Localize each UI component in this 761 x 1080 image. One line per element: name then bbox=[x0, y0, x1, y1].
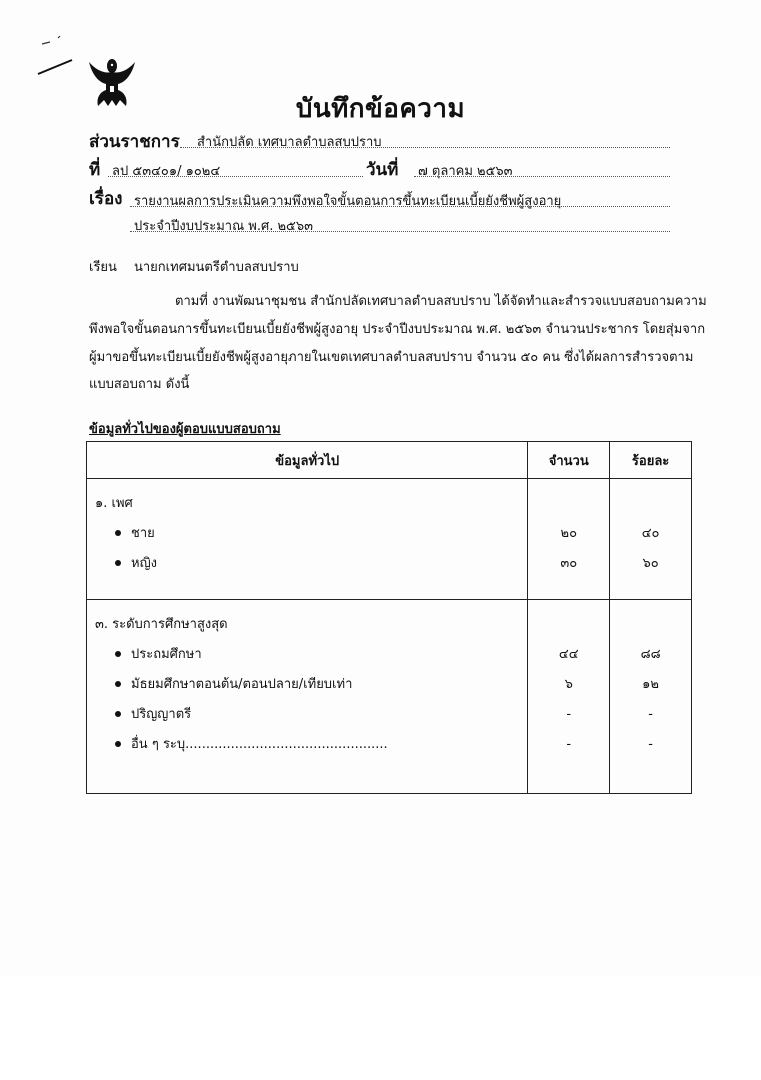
item-percent: ๑๒ bbox=[642, 677, 659, 693]
list-item bbox=[87, 700, 527, 730]
item-label: ประถมศึกษา bbox=[131, 647, 202, 663]
table-header-row bbox=[87, 442, 692, 479]
item-percent: ๔๐ bbox=[641, 526, 660, 541]
item-percent: ๘๘ bbox=[640, 647, 661, 663]
list-item bbox=[87, 640, 527, 670]
item-count: ๓๐ bbox=[560, 556, 578, 571]
ref-dotline bbox=[108, 176, 363, 177]
item-count: ๔๔ bbox=[558, 647, 579, 663]
group-education-cell bbox=[87, 600, 528, 794]
ref-label: ที่ bbox=[89, 160, 101, 180]
page-bottom-blank bbox=[0, 975, 761, 1080]
group-gender-cell bbox=[87, 479, 528, 600]
item-count: ๖ bbox=[564, 677, 573, 693]
item-percent: ๖๐ bbox=[642, 556, 659, 571]
item-label: ปริญญาตรี bbox=[131, 707, 192, 723]
agency-label: ส่วนราชการ bbox=[89, 132, 180, 152]
list-item bbox=[87, 519, 527, 549]
bullet-icon bbox=[115, 711, 121, 717]
column-header-info: ข้อมูลทั่วไป bbox=[87, 442, 528, 479]
date-value: ๗ ตุลาคม ๒๕๖๓ bbox=[418, 164, 513, 179]
item-label: หญิง bbox=[131, 556, 157, 571]
bullet-icon bbox=[115, 741, 121, 747]
bullet-icon bbox=[115, 681, 121, 687]
group-title: ๑. เพศ bbox=[95, 496, 133, 511]
group-gender-percent-cell bbox=[610, 479, 692, 600]
subject-line2: ประจำปีงบประมาณ พ.ศ. ๒๕๖๓ bbox=[134, 219, 314, 234]
salutation-label: เรียน bbox=[89, 260, 117, 275]
item-label: ชาย bbox=[131, 526, 155, 541]
paragraph-line-2: พึงพอใจขั้นตอนการขึ้นทะเบียนเบี้ยยังชีพผู้สูงอายุ ประจำปีงบประมาณ พ.ศ. ๒๕๖๓ จำนวนประชากร โดยสุ่มจาก bbox=[89, 322, 706, 337]
bullet-icon bbox=[115, 560, 121, 566]
list-item bbox=[87, 730, 527, 760]
date-dotline bbox=[414, 176, 670, 177]
bullet-icon bbox=[115, 530, 121, 536]
paragraph-line-4: แบบสอบถาม ดังนี้ bbox=[89, 377, 190, 392]
ref-value: ลป ๕๓๔๐๑/ ๑๐๒๔ bbox=[112, 164, 221, 179]
agency-dotline bbox=[180, 147, 670, 148]
subject-line1: รายงานผลการประเมินความพึงพอใจขั้นตอนการขึ้นทะเบียนเบี้ยยังชีพผู้สูงอายุ bbox=[134, 194, 562, 209]
column-header-count: จำนวน bbox=[528, 442, 610, 479]
item-label: มัธยมศึกษาตอนต้น/ตอนปลาย/เทียบเท่า bbox=[131, 677, 353, 693]
paragraph-line-1: ตามที่ งานพัฒนาชุมชน สำนักปลัดเทศบาลตำบลสบปราบ ได้จัดทำและสำรวจแบบสอบถามความ bbox=[175, 294, 707, 309]
table-group-row bbox=[87, 479, 692, 600]
subject-label: เรื่อง bbox=[89, 189, 123, 209]
column-header-percent: ร้อยละ bbox=[610, 442, 692, 479]
group-gender-count-cell bbox=[528, 479, 610, 600]
item-percent: - bbox=[648, 707, 653, 723]
item-percent: - bbox=[648, 737, 653, 753]
handwritten-mark bbox=[20, 30, 80, 80]
salutation-value: นายกเทศมนตรีตำบลสบปราบ bbox=[134, 260, 299, 275]
subject-dotline-1 bbox=[130, 206, 670, 207]
item-label: อื่น ๆ ระบุ................................................. bbox=[131, 737, 388, 753]
section-title: ข้อมูลทั่วไปของผู้ตอบแบบสอบถาม bbox=[89, 422, 281, 437]
list-item bbox=[87, 670, 527, 700]
item-count: - bbox=[566, 737, 572, 753]
date-label: วันที่ bbox=[366, 160, 399, 180]
group-title: ๓. ระดับการศึกษาสูงสุด bbox=[95, 617, 228, 633]
memo-title: บันทึกข้อความ bbox=[295, 94, 466, 124]
list-item bbox=[87, 549, 527, 579]
item-count: ๒๐ bbox=[560, 526, 578, 541]
group-education-count-cell bbox=[528, 600, 610, 794]
table-group-row bbox=[87, 600, 692, 794]
subject-dotline-2 bbox=[130, 231, 670, 232]
respondent-info-table bbox=[86, 441, 692, 794]
bullet-icon bbox=[115, 651, 121, 657]
agency-value: สำนักปลัด เทศบาลตำบลสบปราบ bbox=[197, 135, 382, 150]
group-education-percent-cell bbox=[610, 600, 692, 794]
item-count: - bbox=[566, 707, 572, 723]
paragraph-line-3: ผู้มาขอขึ้นทะเบียนเบี้ยยังชีพผู้สูงอายุภายในเขตเทศบาลตำบลสบปราบ จำนวน ๕๐ คน ซึ่งได้ผลการสำรวจตาม bbox=[89, 350, 694, 365]
